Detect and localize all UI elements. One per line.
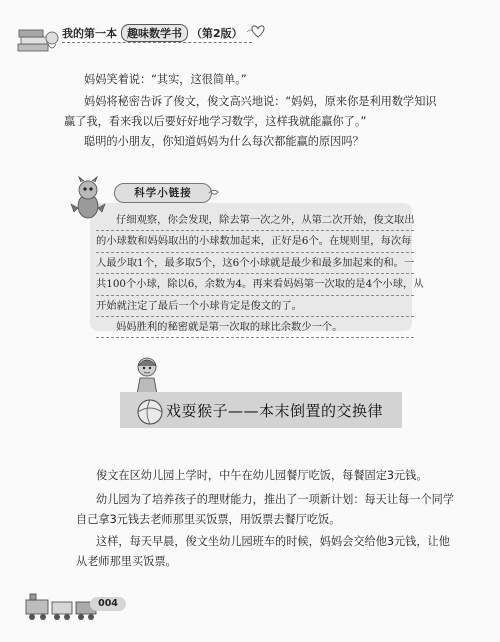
text-line: 的小球数和妈妈取出的小球数加起来，正好是6个。在规则里，每次每 <box>96 231 414 252</box>
header-rule <box>62 42 252 43</box>
story2-paragraph-1 <box>96 466 456 486</box>
heart-swirl-icon <box>246 22 270 40</box>
header-title-part2: 趣味数学书 <box>121 24 188 42</box>
text-line: 共100个小球，除以6，余数为4。再来看妈妈第一次取的是4个小球，从 <box>96 274 414 295</box>
text-line: 赢了我，看来我以后要好好地学习数学，这样我就能赢你了。” <box>64 115 367 128</box>
swirl-ornament-icon <box>208 188 220 198</box>
running-header <box>62 24 243 42</box>
science-link-title: 科学小链接 <box>114 183 212 203</box>
text-line: 妈妈胜利的秘密就是第一次取的球比余数少一个。 <box>96 317 414 338</box>
story2-paragraph-3 <box>76 532 456 572</box>
ball-icon <box>136 398 164 426</box>
page-number: 004 <box>90 597 126 611</box>
science-link-body <box>96 210 424 338</box>
text-line: 开始就注定了最后一个小球肯定是俊文的了。 <box>96 296 414 317</box>
text-line: 这样，每天早晨，俊文坐幼儿园班车的时候，妈妈会交给他3元钱，让他 <box>96 535 450 548</box>
story2-paragraph-2 <box>76 490 456 530</box>
books-stack-icon <box>14 24 60 54</box>
header-title-part3: （第2版） <box>191 27 243 40</box>
text-line: 从老师那里买饭票。 <box>76 555 177 568</box>
text-line: 人最少取1个，最多取5个，这6个小球就是最少和最多加起来的和。一 <box>96 253 414 274</box>
text-line: 妈妈笑着说：“其实，这很简单。” <box>84 73 247 86</box>
text-line: 俊文在区幼儿园上学时，中午在幼儿园餐厅吃饭，每餐固定3元钱。 <box>96 469 428 482</box>
story-paragraph-3 <box>84 132 444 152</box>
text-line: 妈妈将秘密告诉了俊文，俊文高兴地说：“妈妈，原来你是利用数学知识 <box>84 95 437 108</box>
text-line: 聪明的小朋友，你知道妈妈为什么每次都能赢的原因吗？ <box>84 135 364 148</box>
text-line: 幼儿园为了培养孩子的理财能力，推出了一项新计划：每天让每一个同学 <box>96 493 455 506</box>
text-line: 自己拿3元钱去老师那里买饭票，用饭票去餐厅吃饭。 <box>76 513 341 526</box>
section-title: 戏耍猴子——本末倒置的交换律 <box>166 402 384 420</box>
story-paragraph-1 <box>84 70 444 90</box>
header-title-part1: 我的第一本 <box>62 27 117 40</box>
text-line: 仔细观察，你会发现，除去第一次之外，从第二次开始，俊文取出 <box>96 210 414 231</box>
story-paragraph-2 <box>64 92 444 132</box>
